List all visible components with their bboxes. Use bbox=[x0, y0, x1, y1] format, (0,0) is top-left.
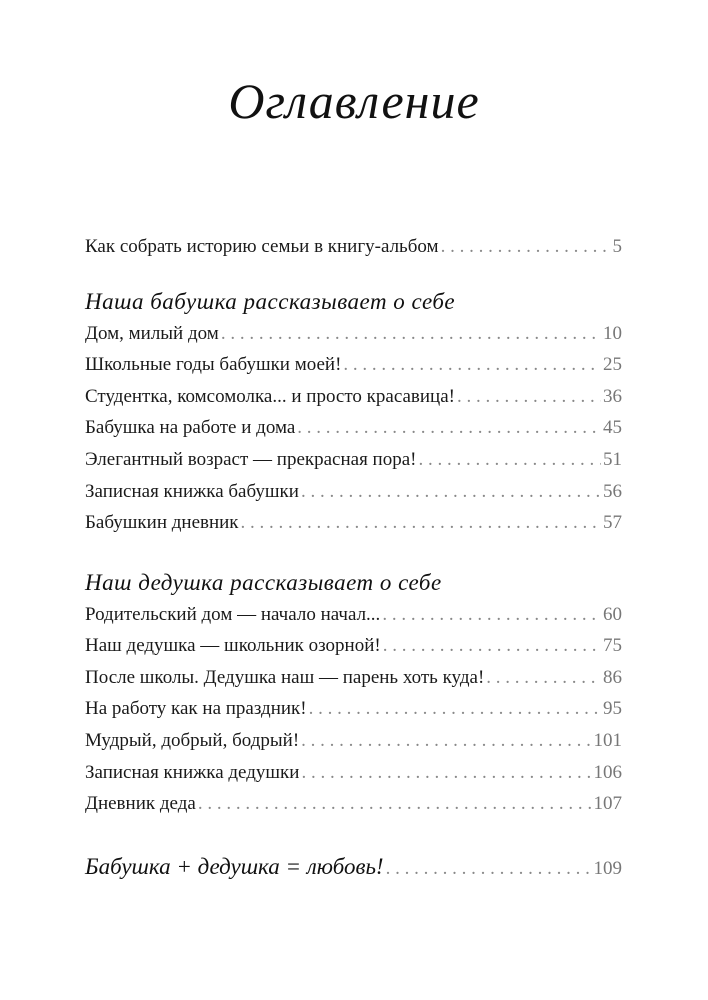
toc-entry[interactable] bbox=[85, 599, 622, 631]
toc-entry[interactable] bbox=[85, 725, 622, 757]
toc-entry[interactable] bbox=[85, 476, 622, 508]
toc-entry[interactable] bbox=[85, 318, 622, 350]
toc-entry-label: Наш дедушка — школьник озорной! bbox=[85, 635, 381, 657]
toc-entry-page: 106 bbox=[593, 761, 622, 783]
toc-entry-label: На работу как на праздник! bbox=[85, 698, 307, 720]
toc-entry[interactable] bbox=[85, 444, 622, 476]
toc-entry[interactable] bbox=[85, 507, 622, 539]
toc-entry-page: 51 bbox=[603, 448, 622, 470]
toc-final bbox=[85, 851, 622, 883]
dot-leader bbox=[301, 476, 601, 508]
toc-entry-page: 36 bbox=[603, 385, 622, 407]
toc-entry-label: Как собрать историю семьи в книгу-альбом bbox=[85, 236, 439, 257]
toc-entry-label: Элегантный возраст — прекрасная пора! bbox=[85, 448, 417, 470]
dot-leader bbox=[221, 318, 601, 350]
toc-entry-page: 5 bbox=[612, 236, 622, 257]
toc-entry-page: 60 bbox=[603, 603, 622, 625]
toc-entry-page: 86 bbox=[603, 666, 622, 688]
toc-entry-label: Школьные годы бабушки моей! bbox=[85, 354, 342, 376]
dot-leader bbox=[241, 507, 601, 539]
dot-leader bbox=[343, 349, 601, 381]
toc-intro bbox=[85, 231, 622, 263]
toc-entry-page: 101 bbox=[593, 729, 622, 751]
toc-entry-label: Записная книжка бабушки bbox=[85, 480, 299, 502]
toc-entry-label: Дом, милый дом bbox=[85, 322, 219, 344]
toc-entry[interactable] bbox=[85, 349, 622, 381]
toc-entry-page: 10 bbox=[603, 322, 622, 344]
section-heading: Наш дедушка рассказывает о себе bbox=[85, 570, 442, 595]
toc-entry-label: Бабушка на работе и дома bbox=[85, 417, 296, 439]
dot-leader bbox=[301, 725, 591, 757]
dot-leader bbox=[301, 757, 591, 789]
dot-leader bbox=[441, 231, 611, 263]
toc-entry-label: Студентка, комсомолка... и просто красавица! bbox=[85, 385, 455, 407]
dot-leader bbox=[486, 662, 601, 694]
toc-section-grandpa bbox=[85, 567, 622, 820]
dot-leader bbox=[386, 853, 592, 885]
toc-entry-label: Родительский дом — начало начал... bbox=[85, 603, 381, 625]
toc-entry[interactable] bbox=[85, 757, 622, 789]
toc-entry-label: Дневник деда bbox=[85, 793, 196, 815]
toc-entry-page: 107 bbox=[593, 793, 622, 815]
toc-entry[interactable] bbox=[85, 851, 622, 883]
section-heading: Наша бабушка рассказывает о себе bbox=[85, 289, 456, 314]
toc-entry[interactable] bbox=[85, 412, 622, 444]
toc-entry[interactable] bbox=[85, 662, 622, 694]
toc-section-grandma bbox=[85, 286, 622, 539]
toc-entry-label: После школы. Дедушка наш — парень хоть куда! bbox=[85, 666, 485, 688]
toc-entry[interactable] bbox=[85, 693, 622, 725]
toc-entry-page: 109 bbox=[593, 858, 622, 879]
dot-leader bbox=[383, 630, 601, 662]
toc-entry-page: 75 bbox=[603, 635, 622, 657]
toc-entry-label: Бабушкин дневник bbox=[85, 512, 239, 534]
dot-leader bbox=[457, 381, 601, 413]
toc-entry-label: Записная книжка дедушки bbox=[85, 761, 300, 783]
page-title: Оглавление bbox=[228, 73, 480, 129]
toc-entry[interactable] bbox=[85, 788, 622, 820]
dot-leader bbox=[309, 693, 601, 725]
dot-leader bbox=[198, 788, 592, 820]
toc-entry-page: 45 bbox=[603, 417, 622, 439]
toc-entry-page: 57 bbox=[603, 512, 622, 534]
toc-entry[interactable] bbox=[85, 630, 622, 662]
dot-leader bbox=[297, 412, 601, 444]
dot-leader bbox=[419, 444, 602, 476]
toc-entry-label: Мудрый, добрый, бодрый! bbox=[85, 729, 300, 751]
toc-entry[interactable] bbox=[85, 231, 622, 263]
toc-entry[interactable] bbox=[85, 381, 622, 413]
dot-leader bbox=[382, 599, 601, 631]
toc-entry-page: 56 bbox=[603, 480, 622, 502]
toc-entry-page: 95 bbox=[603, 698, 622, 720]
toc-entry-label: Бабушка + дедушка = любовь! bbox=[85, 854, 384, 879]
toc-entry-page: 25 bbox=[603, 354, 622, 376]
